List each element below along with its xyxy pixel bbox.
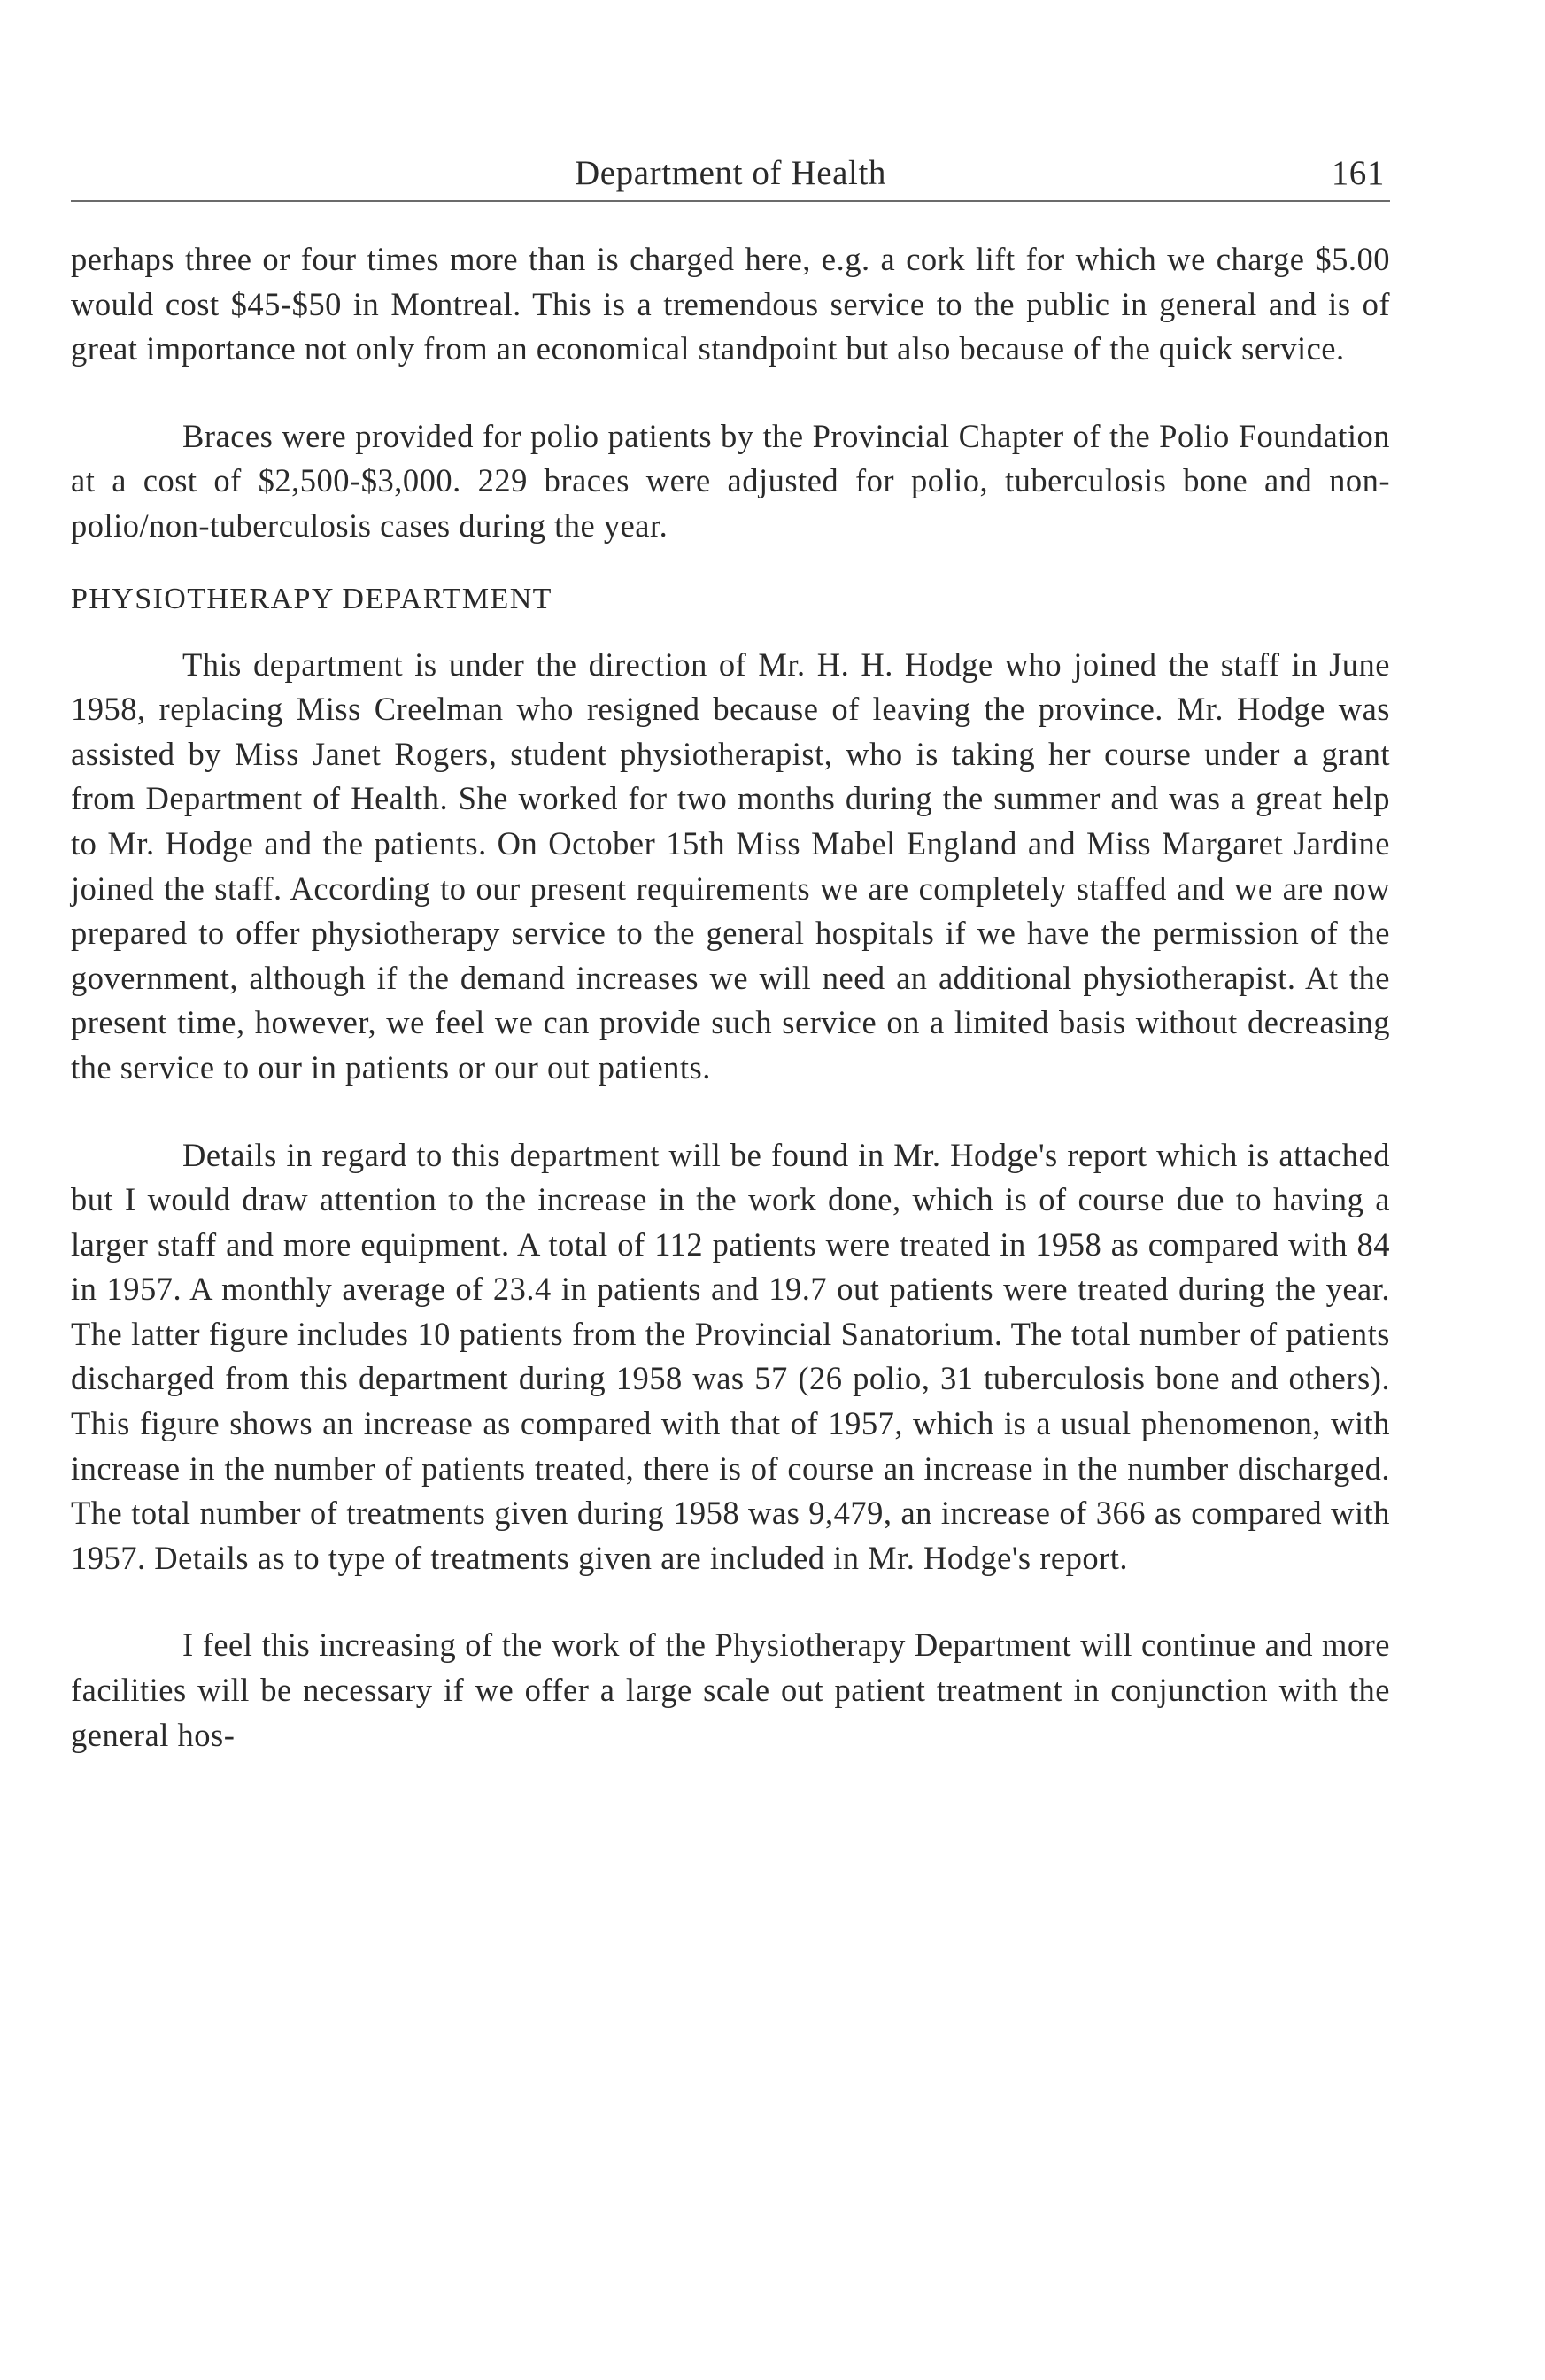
paragraph-continuation: perhaps three or four times more than is charged here, e.g. a cork lift for which we charge $5.00 would cost $45-$50 in Montreal. This is a tremendous service to the public in general and is of great importance not only from an economical standpoint but also because of the quick service. bbox=[71, 241, 1390, 367]
section-heading: PHYSIOTHERAPY DEPARTMENT bbox=[71, 582, 552, 615]
document-page bbox=[71, 151, 1390, 1758]
paragraph-braces: Braces were provided for polio patients by the Provincial Chapter of the Polio Foundation at a cost of $2,500-$3,000. 229 braces were adjusted for polio, tuberculosis bone and non-polio/non-tuberculosis cases during the year. bbox=[71, 417, 1390, 544]
header-title: Department of Health bbox=[574, 154, 887, 192]
paragraph-outlook: I feel this increasing of the work of the Physiotherapy Department will continue and more facilities will be necessary if we offer a large scale out patient treatment in conjunction with the general hos- bbox=[71, 1627, 1390, 1753]
page-content bbox=[71, 237, 1390, 1758]
paragraph-statistics: Details in regard to this department will be found in Mr. Hodge's report which is attached but I would draw attention to the increase in the work done, which is of course due to having a larger staff and more equipment. A total of 112 patients were treated in 1958 as compared with 84 in 1957. A monthly average of 23.4 in patients and 19.7 out patients were treated during the year. The latter figure includes 10 patients from the Provincial Sanatorium. The total number of patients discharged from this department during 1958 was 57 (26 polio, 31 tuberculosis bone and others). This figure shows an increase as compared with that of 1957, which is a usual phenomenon, with increase in the number of patients treated, there is of course an increase in the number discharged. The total number of treatments given during 1958 was 9,479, an increase of 366 as compared with 1957. Details as to type of treatments given are included in Mr. Hodge's report. bbox=[71, 1136, 1390, 1576]
page-number: 161 bbox=[1331, 154, 1385, 192]
paragraph-staff: This department is under the direction of Mr. H. H. Hodge who joined the staff in June 1958, replacing Miss Creelman who resigned because of leaving the province. Mr. Hodge was assisted by Miss Janet Rogers, student physiotherapist, who is taking her course under a grant from Department of Health. She worked for two months during the summer and was a great help to Mr. Hodge and the patients. On October 15th Miss Mabel England and Miss Margaret Jardine joined the staff. According to our present requirements we are completely staffed and we are now prepared to offer physiotherapy service to the general hospitals if we have the permission of the government, although if the demand increases we will need an additional physiotherapist. At the present time, however, we feel we can provide such service on a limited basis without decreasing the service to our in patients or our out patients. bbox=[71, 645, 1390, 1086]
running-header bbox=[71, 151, 1390, 202]
